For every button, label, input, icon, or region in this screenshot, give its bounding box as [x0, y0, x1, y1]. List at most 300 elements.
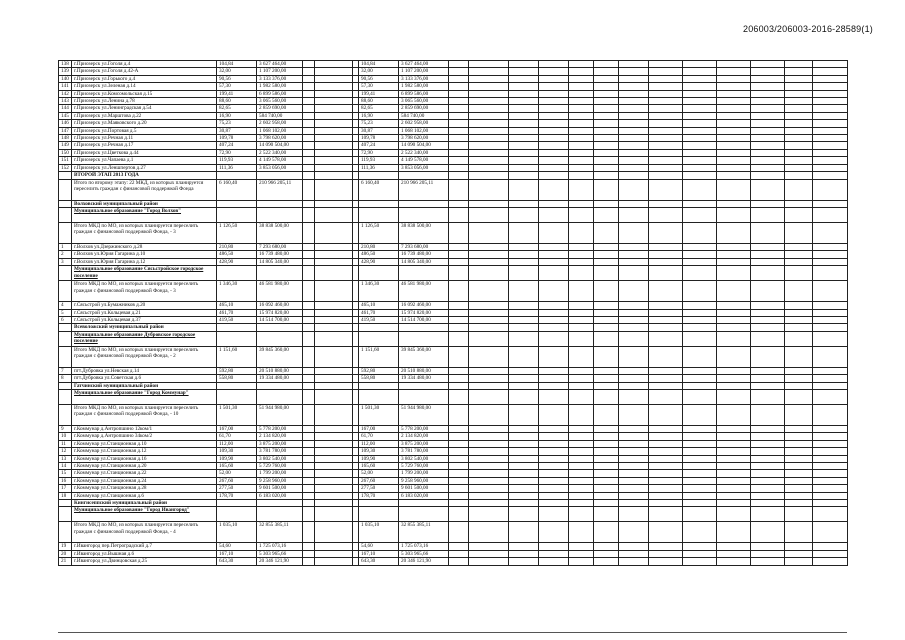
address-cell: г.Коммунар ул.Станционная д.12 [72, 448, 217, 455]
empty-cell [449, 281, 469, 302]
row-number [59, 200, 72, 207]
empty-cell [785, 207, 813, 222]
area-cell: 277,50 [217, 485, 257, 492]
empty-cell [751, 90, 785, 97]
empty-cell [649, 251, 683, 258]
area-total-cell: 199,41 [359, 90, 399, 97]
empty-cell [594, 127, 619, 134]
address-cell: г.Приозерск ул.Гоголя д.42-А [72, 68, 217, 75]
empty-cell [303, 302, 315, 309]
empty-cell [539, 120, 569, 127]
empty-cell [509, 127, 539, 134]
area-cell: 16,90 [217, 112, 257, 119]
empty-cell [785, 507, 813, 522]
empty-cell [539, 433, 569, 440]
area-cell: 1 151,60 [217, 346, 257, 367]
empty-cell [303, 164, 315, 171]
empty-cell [509, 485, 539, 492]
empty-cell [539, 522, 569, 543]
empty-cell [569, 135, 594, 142]
cost-total-cell: 15 974 820,00 [399, 309, 449, 316]
empty-cell [449, 157, 469, 164]
empty-cell [619, 455, 649, 462]
empty-cell [569, 470, 594, 477]
row-number: 14 [59, 463, 72, 470]
empty-cell [683, 367, 717, 374]
empty-cell [717, 149, 751, 156]
empty-cell [569, 222, 594, 243]
table-row [59, 543, 848, 550]
table-row [59, 558, 848, 565]
table-row [59, 470, 848, 477]
empty-cell [469, 90, 509, 97]
area-total-cell [359, 500, 399, 507]
empty-cell [619, 492, 649, 499]
area-total-cell: 119,93 [359, 157, 399, 164]
area-cell: 1 126,50 [217, 222, 257, 243]
empty-cell [813, 200, 848, 207]
empty-cell [619, 558, 649, 565]
empty-cell [303, 222, 315, 243]
table-row [59, 164, 848, 171]
cost-total-cell: 2 522 340,00 [399, 149, 449, 156]
empty-cell [509, 375, 539, 382]
area-cell: 178,70 [217, 492, 257, 499]
empty-cell [469, 433, 509, 440]
empty-cell [449, 500, 469, 507]
empty-cell [717, 522, 751, 543]
empty-cell [683, 112, 717, 119]
empty-cell [303, 75, 315, 82]
empty-cell [569, 251, 594, 258]
empty-cell [751, 105, 785, 112]
row-number [59, 346, 72, 367]
empty-cell [785, 149, 813, 156]
empty-cell [509, 440, 539, 447]
empty-cell [619, 149, 649, 156]
empty-cell [315, 485, 353, 492]
empty-cell [594, 222, 619, 243]
cost-cell: 3 875 200,00 [257, 440, 303, 447]
area-cell [217, 207, 257, 222]
empty-cell [813, 251, 848, 258]
table-row [59, 382, 848, 389]
area-cell: 90,56 [217, 75, 257, 82]
empty-cell [751, 83, 785, 90]
address-cell: г.Ивангород ул.Двинцовская д.25 [72, 558, 217, 565]
address-cell: г.Приозерск ул.Ленинградская д.54 [72, 105, 217, 112]
empty-cell [619, 367, 649, 374]
empty-cell [785, 251, 813, 258]
cost-cell [257, 200, 303, 207]
cost-cell: 5 303 965,66 [257, 550, 303, 557]
cost-cell: 16 739 480,00 [257, 251, 303, 258]
area-cell [217, 507, 257, 522]
cost-total-cell: 1 982 580,00 [399, 83, 449, 90]
empty-cell [649, 207, 683, 222]
table-row [59, 222, 848, 243]
empty-cell [649, 522, 683, 543]
area-total-cell: 1 501,30 [359, 404, 399, 425]
empty-cell [594, 243, 619, 250]
empty-cell [619, 550, 649, 557]
cost-cell: 46 581 980,00 [257, 281, 303, 302]
area-cell [217, 324, 257, 331]
empty-cell [785, 90, 813, 97]
empty-cell [619, 324, 649, 331]
empty-cell [315, 90, 353, 97]
empty-cell [303, 266, 315, 281]
table-row [59, 135, 848, 142]
row-number [59, 389, 72, 404]
empty-cell [717, 120, 751, 127]
empty-cell [469, 463, 509, 470]
empty-cell [649, 157, 683, 164]
empty-cell [717, 500, 751, 507]
table-row [59, 207, 848, 222]
empty-cell [813, 172, 848, 179]
empty-cell [813, 375, 848, 382]
empty-cell [539, 331, 569, 346]
cost-cell: 2 602 958,00 [257, 120, 303, 127]
empty-cell [509, 404, 539, 425]
empty-cell [649, 127, 683, 134]
empty-cell [649, 149, 683, 156]
empty-cell [539, 83, 569, 90]
empty-cell [469, 142, 509, 149]
empty-cell [619, 346, 649, 367]
empty-cell [619, 477, 649, 484]
empty-cell [539, 258, 569, 265]
table-row [59, 75, 848, 82]
empty-cell [683, 98, 717, 105]
empty-cell [509, 120, 539, 127]
empty-cell [594, 112, 619, 119]
empty-cell [785, 455, 813, 462]
cost-total-cell: 210 966 205,11 [399, 179, 449, 200]
empty-cell [315, 433, 353, 440]
empty-cell [649, 164, 683, 171]
empty-cell [717, 455, 751, 462]
empty-cell [813, 157, 848, 164]
table-row [59, 120, 848, 127]
table-row [59, 507, 848, 522]
address-cell: Итого МКД по МО, из которых планируется переселить граждан с финансовой поддержкой Фонда, - 10 [72, 404, 217, 425]
cost-cell: 32 855 385,11 [257, 522, 303, 543]
table-row [59, 302, 848, 309]
address-cell: пгт.Дубровка ул.Невская д.14 [72, 367, 217, 374]
empty-cell [569, 302, 594, 309]
empty-cell [717, 179, 751, 200]
area-cell: 72,90 [217, 149, 257, 156]
empty-cell [683, 172, 717, 179]
empty-cell [717, 309, 751, 316]
empty-cell [785, 83, 813, 90]
cost-cell: 1 068 102,00 [257, 127, 303, 134]
empty-cell [303, 281, 315, 302]
cost-cell: 9 601 500,00 [257, 485, 303, 492]
empty-cell [594, 266, 619, 281]
empty-cell [315, 477, 353, 484]
empty-cell [509, 251, 539, 258]
empty-cell [315, 149, 353, 156]
empty-cell [449, 75, 469, 82]
empty-cell [649, 492, 683, 499]
empty-cell [569, 120, 594, 127]
empty-cell [785, 375, 813, 382]
area-total-cell: 267,60 [359, 477, 399, 484]
table-row [59, 258, 848, 265]
empty-cell [619, 448, 649, 455]
empty-cell [303, 112, 315, 119]
empty-cell [539, 207, 569, 222]
area-cell [217, 382, 257, 389]
empty-cell [469, 75, 509, 82]
empty-cell [717, 558, 751, 565]
empty-cell [469, 149, 509, 156]
empty-cell [594, 507, 619, 522]
empty-cell [683, 302, 717, 309]
table-row [59, 485, 848, 492]
area-total-cell: 109,78 [359, 135, 399, 142]
empty-cell [683, 470, 717, 477]
empty-cell [303, 507, 315, 522]
area-total-cell: 465,10 [359, 302, 399, 309]
empty-cell [449, 105, 469, 112]
area-total-cell: 57,30 [359, 83, 399, 90]
row-number: 10 [59, 433, 72, 440]
cost-total-cell [399, 207, 449, 222]
area-total-cell: 167,00 [359, 425, 399, 432]
empty-cell [569, 404, 594, 425]
empty-cell [813, 522, 848, 543]
empty-cell [649, 425, 683, 432]
empty-cell [619, 157, 649, 164]
row-number: 150 [59, 149, 72, 156]
empty-cell [469, 302, 509, 309]
empty-cell [449, 90, 469, 97]
empty-cell [449, 507, 469, 522]
empty-cell [449, 375, 469, 382]
empty-cell [539, 68, 569, 75]
empty-cell [785, 425, 813, 432]
table-row [59, 455, 848, 462]
empty-cell [619, 463, 649, 470]
empty-cell [449, 179, 469, 200]
row-number [59, 281, 72, 302]
empty-cell [569, 500, 594, 507]
cost-cell: 14 514 700,00 [257, 316, 303, 323]
address-cell: Муниципальное образование Дубровское городское поселение [72, 331, 217, 346]
row-number [59, 266, 72, 281]
empty-cell [751, 61, 785, 68]
empty-cell [751, 157, 785, 164]
row-number [59, 522, 72, 543]
empty-cell [683, 543, 717, 550]
empty-cell [303, 83, 315, 90]
row-number: 147 [59, 127, 72, 134]
empty-cell [649, 404, 683, 425]
empty-cell [315, 492, 353, 499]
area-cell [217, 266, 257, 281]
area-total-cell: 165,60 [359, 463, 399, 470]
empty-cell [449, 172, 469, 179]
empty-cell [619, 112, 649, 119]
empty-cell [469, 382, 509, 389]
empty-cell [717, 251, 751, 258]
empty-cell [594, 389, 619, 404]
empty-cell [751, 448, 785, 455]
empty-cell [539, 112, 569, 119]
address-cell: Всеволожский муниципальный район [72, 324, 217, 331]
empty-cell [717, 492, 751, 499]
empty-cell [509, 425, 539, 432]
empty-cell [315, 463, 353, 470]
empty-cell [469, 507, 509, 522]
address-cell: г.Приозерск ул.Маяковского д.20 [72, 120, 217, 127]
empty-cell [649, 200, 683, 207]
empty-cell [751, 367, 785, 374]
empty-cell [649, 440, 683, 447]
empty-cell [569, 389, 594, 404]
row-number [59, 179, 72, 200]
empty-cell [813, 324, 848, 331]
empty-cell [303, 200, 315, 207]
cost-total-cell [399, 500, 449, 507]
area-cell: 109,78 [217, 135, 257, 142]
empty-cell [619, 68, 649, 75]
table-row [59, 251, 848, 258]
empty-cell [449, 492, 469, 499]
empty-cell [649, 507, 683, 522]
empty-cell [649, 463, 683, 470]
empty-cell [751, 302, 785, 309]
empty-cell [449, 404, 469, 425]
empty-cell [569, 149, 594, 156]
area-total-cell: 111,36 [359, 164, 399, 171]
empty-cell [569, 507, 594, 522]
cost-total-cell: 7 293 680,00 [399, 243, 449, 250]
area-total-cell [359, 507, 399, 522]
empty-cell [683, 492, 717, 499]
cost-cell: 3 798 620,00 [257, 135, 303, 142]
address-cell: г.Волхов ул.Дзержинского д.28 [72, 243, 217, 250]
empty-cell [717, 127, 751, 134]
empty-cell [751, 389, 785, 404]
empty-cell [303, 485, 315, 492]
cost-cell: 20 346 121,90 [257, 558, 303, 565]
empty-cell [469, 455, 509, 462]
address-cell: Итого МКД по МО, из которых планируется переселить граждан с финансовой поддержкой Фонда, - 2 [72, 346, 217, 367]
empty-cell [594, 98, 619, 105]
empty-cell [303, 105, 315, 112]
empty-cell [594, 477, 619, 484]
empty-cell [717, 425, 751, 432]
empty-cell [683, 485, 717, 492]
cost-cell: 3 781 780,00 [257, 448, 303, 455]
empty-cell [594, 455, 619, 462]
empty-cell [751, 309, 785, 316]
empty-cell [569, 105, 594, 112]
table-row [59, 157, 848, 164]
empty-cell [315, 324, 353, 331]
area-total-cell: 30,87 [359, 127, 399, 134]
empty-cell [315, 425, 353, 432]
empty-cell [717, 105, 751, 112]
empty-cell [785, 463, 813, 470]
empty-cell [717, 75, 751, 82]
empty-cell [509, 83, 539, 90]
empty-cell [751, 135, 785, 142]
area-cell: 32,00 [217, 68, 257, 75]
table-row [59, 324, 848, 331]
area-total-cell: 16,90 [359, 112, 399, 119]
empty-cell [303, 324, 315, 331]
empty-cell [594, 68, 619, 75]
empty-cell [539, 149, 569, 156]
empty-cell [649, 68, 683, 75]
cost-cell: 1 799 200,00 [257, 470, 303, 477]
empty-cell [509, 266, 539, 281]
empty-cell [785, 68, 813, 75]
empty-cell [469, 135, 509, 142]
empty-cell [785, 440, 813, 447]
row-number: 12 [59, 448, 72, 455]
empty-cell [449, 316, 469, 323]
area-cell: 61,70 [217, 433, 257, 440]
table-row [59, 243, 848, 250]
area-total-cell: 461,70 [359, 309, 399, 316]
empty-cell [683, 127, 717, 134]
cost-cell: 7 293 680,00 [257, 243, 303, 250]
empty-cell [751, 485, 785, 492]
empty-cell [303, 558, 315, 565]
cost-total-cell: 6 183 020,00 [399, 492, 449, 499]
empty-cell [449, 243, 469, 250]
address-cell: г.Коммунар ул.Станционная д.22 [72, 470, 217, 477]
empty-cell [683, 179, 717, 200]
empty-cell [619, 172, 649, 179]
empty-cell [619, 243, 649, 250]
empty-cell [509, 463, 539, 470]
empty-cell [539, 440, 569, 447]
area-cell: 210,80 [217, 243, 257, 250]
cost-cell [257, 331, 303, 346]
empty-cell [813, 135, 848, 142]
empty-cell [813, 258, 848, 265]
empty-cell [751, 68, 785, 75]
row-number: 9 [59, 425, 72, 432]
cost-total-cell: 4 149 578,00 [399, 157, 449, 164]
empty-cell [785, 316, 813, 323]
empty-cell [619, 433, 649, 440]
empty-cell [303, 550, 315, 557]
empty-cell [619, 302, 649, 309]
address-cell: г.Приозерск ул.Цветкова д.44 [72, 149, 217, 156]
area-total-cell: 72,90 [359, 149, 399, 156]
empty-cell [303, 149, 315, 156]
empty-cell [569, 207, 594, 222]
empty-cell [315, 281, 353, 302]
empty-cell [683, 448, 717, 455]
empty-cell [469, 157, 509, 164]
empty-cell [449, 309, 469, 316]
empty-cell [303, 346, 315, 367]
empty-cell [315, 309, 353, 316]
empty-cell [683, 375, 717, 382]
empty-cell [619, 331, 649, 346]
address-cell: г.Приозерск ул.Леншпертов д.27 [72, 164, 217, 171]
